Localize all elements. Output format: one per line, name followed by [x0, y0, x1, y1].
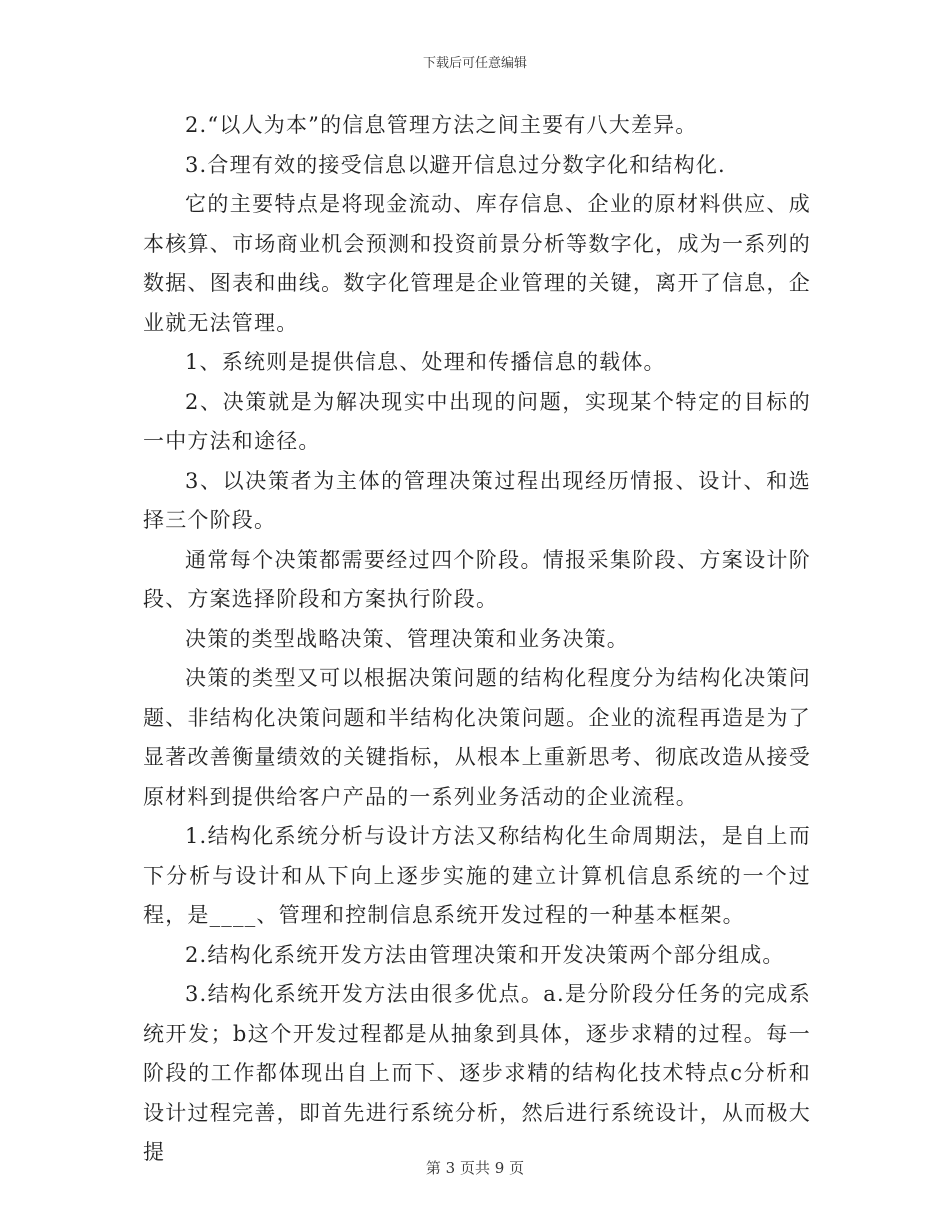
paragraph: 1、系统则是提供信息、处理和传播信息的载体。: [185, 350, 666, 374]
paragraph: 2、决策就是为解决现实中出现的问题，实现某个特定的目标的一中方法和途径。: [143, 389, 811, 453]
paragraph: 3.合理有效的接受信息以避开信息过分数字化和结构化.: [185, 152, 726, 177]
paragraph: 通常每个决策都需要经过四个阶段。情报采集阶段、方案设计阶段、方案选择阶段和方案执行阶段。: [143, 547, 811, 611]
paragraph: 3、以决策者为主体的管理决策过程出现经历情报、设计、和选择三个阶段。: [143, 468, 811, 532]
paragraph: 2.“以人为本”的信息管理方法之间主要有八大差异。: [185, 113, 698, 137]
page-number: 第 3 页共 9 页: [425, 1159, 525, 1177]
paragraph: 2.结构化系统开发方法由管理决策和开发决策两个部分组成。: [185, 942, 785, 967]
paragraph: 决策的类型战略决策、管理决策和业务决策。: [185, 626, 629, 651]
paragraph: 1.结构化系统分析与设计方法又称结构化生命周期法，是自上而下分析与设计和从下向上逐步实施的建立计算机信息系统的一个过程，是____、管理和控制信息系统开发过程的一种基本框架。: [143, 824, 811, 927]
paragraph: 3.结构化系统开发方法由很多优点。a.是分阶段分任务的完成系统开发；b这个开发过程都是从抽象到具体，逐步求精的过程。每一阶段的工作都体现出自上而下、逐步求精的结构化技术特点c分析和设计过程完善，即首先进行系统分析，然后进行系统设计，从而极大提: [143, 982, 811, 1164]
paragraph: 它的主要特点是将现金流动、库存信息、企业的原材料供应、成本核算、市场商业机会预测和投资前景分析等数字化，成为一系列的数据、图表和曲线。数字化管理是企业管理的关键，离开了信息，企业就无法管理。: [143, 192, 811, 335]
document-body: [143, 106, 811, 1173]
page-header: 下载后可任意编辑: [422, 56, 527, 71]
paragraph: 决策的类型又可以根据决策问题的结构化程度分为结构化决策问题、非结构化决策问题和半结构化决策问题。企业的流程再造是为了显著改善衡量绩效的关键指标，从根本上重新思考、彻底改造从接受原材料到提供给客户产品的一系列业务活动的企业流程。: [143, 666, 811, 809]
